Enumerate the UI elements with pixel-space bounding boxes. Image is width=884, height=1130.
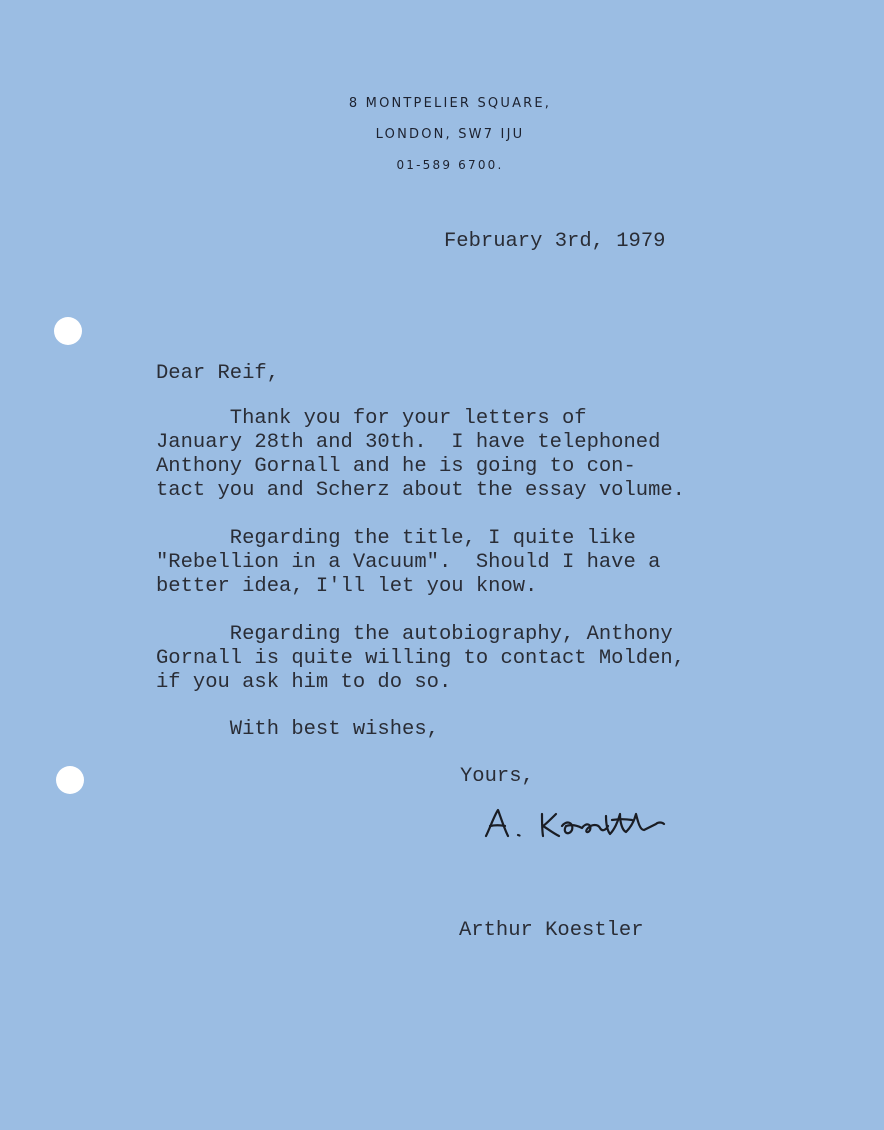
paragraph-2-line-3: better idea, I'll let you know. (156, 575, 538, 598)
paragraph-3-line-1: Regarding the autobiography, Anthony (156, 623, 673, 646)
punch-hole-top (54, 317, 82, 345)
paragraph-1-line-1: Thank you for your letters of (156, 407, 587, 430)
paragraph-2-line-2: "Rebellion in a Vacuum". Should I have a (156, 551, 661, 574)
typed-signatory-name: Arthur Koestler (459, 919, 644, 942)
paragraph-1-line-3: Anthony Gornall and he is going to con- (156, 455, 636, 478)
handwritten-signature (480, 800, 730, 860)
paragraph-3-line-2: Gornall is quite willing to contact Molden, (156, 647, 685, 670)
paragraph-3-line-3: if you ask him to do so. (156, 671, 452, 694)
paragraph-1-line-4: tact you and Scherz about the essay volume. (156, 479, 685, 502)
valediction: Yours, (460, 765, 534, 788)
letter-date: February 3rd, 1979 (444, 230, 666, 253)
letterhead-address-line1: 8 MONTPELIER SQUARE, (348, 96, 552, 111)
letterhead-phone: 01-589 6700. (396, 158, 504, 172)
paragraph-2-line-1: Regarding the title, I quite like (156, 527, 636, 550)
salutation: Dear Reif, (156, 362, 280, 385)
closing: With best wishes, (156, 718, 439, 741)
letterhead-address-line2: LONDON, SW7 IJU (375, 127, 525, 142)
paragraph-1-line-2: January 28th and 30th. I have telephoned (156, 431, 661, 454)
punch-hole-bottom (56, 766, 84, 794)
